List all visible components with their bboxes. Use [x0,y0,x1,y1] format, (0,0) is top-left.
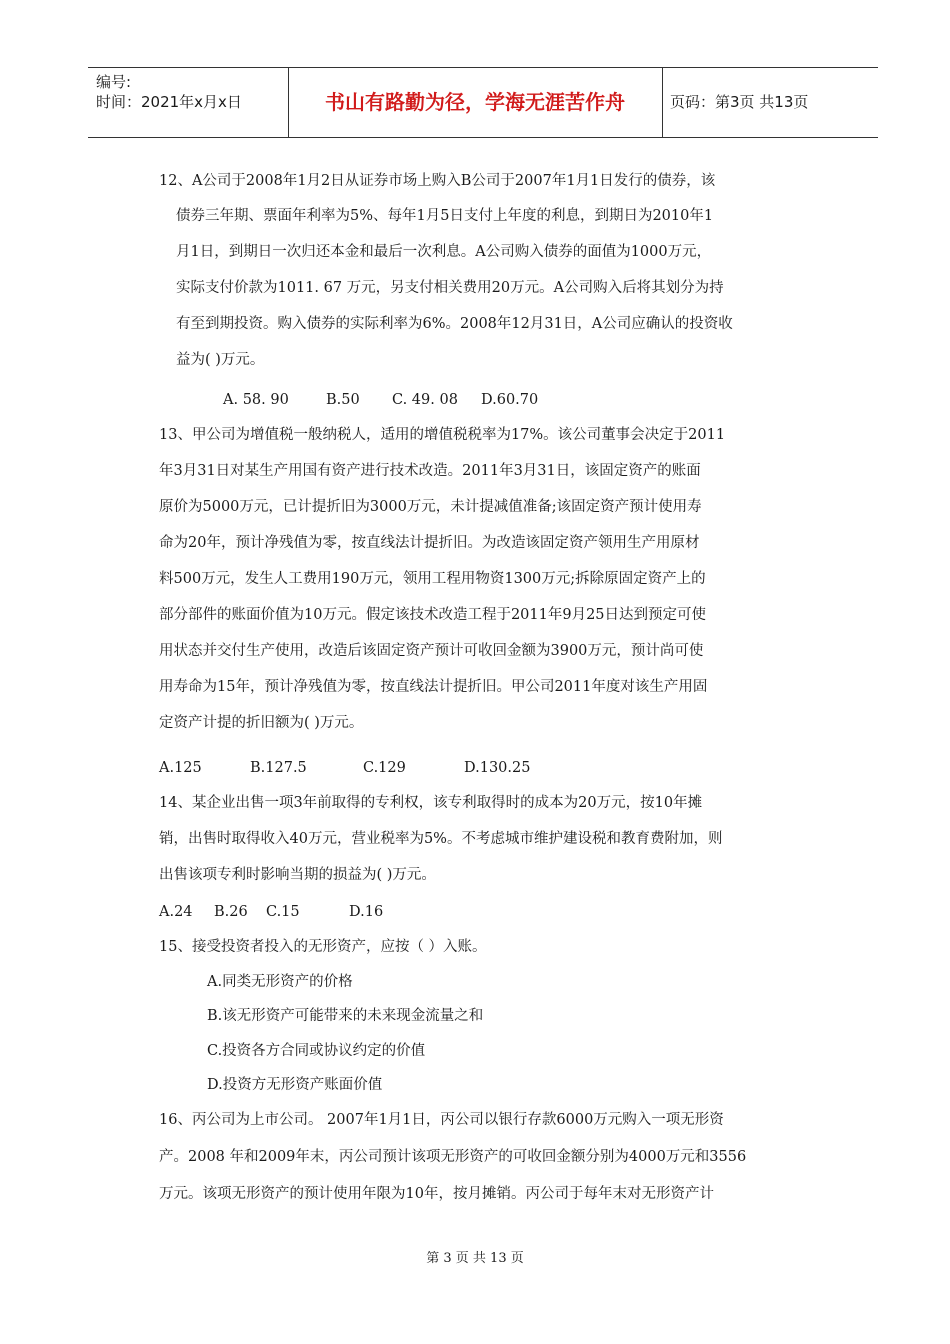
page-footer: 第 3 页 共 13 页 [426,1251,524,1266]
q12-line: 实际支付价款为1011. 67 万元，另支付相关费用20万元。A公司购入后将其划分为持 [176,280,724,296]
q13-line: 13、甲公司为增值税一般纳税人，适用的增值税税率为17%。该公司董事会决定于2011 [159,427,726,443]
q13-option-c: C.129 [363,760,406,776]
q12-line: 月1日，到期日一次归还本金和最后一次利息。A公司购入债券的面值为1000万元， [176,244,712,260]
q13-line: 原价为5000万元，已计提折旧为3000万元，未计提减值准备;该固定资产预计使用寿 [159,499,702,515]
q14-line: 销，出售时取得收入40万元，营业税率为5%。不考虑城市维护建设税和教育费附加，则 [159,831,723,847]
q12-line: 债券三年期、票面年利率为5%、每年1月5日支付上年度的利息，到期日为2010年1 [176,208,714,224]
q12-option-b: B.50 [326,392,360,408]
q13-line: 用寿命为15年，预计净残值为零，按直线法计提折旧。甲公司2011年度对该生产用固 [159,679,708,695]
q13-line: 年3月31日对某生产用国有资产进行技术改造。2011年3月31日，该固定资产的账面 [159,463,701,479]
header-motto: 书山有路勤为径，学海无涯苦作舟 [325,90,625,114]
q12-option-c: C. 49. 08 [392,392,458,408]
q12-option-a: A. 58. 90 [223,392,289,408]
q14-option-c: C.15 [266,904,300,920]
q14-option-d: D.16 [349,904,384,920]
q13-line: 用状态并交付生产使用，改造后该固定资产预计可收回金额为3900万元，预计尚可使 [159,643,704,659]
q13-line: 料500万元，发生人工费用190万元，领用工程用物资1300万元;拆除原固定资产上的 [159,571,706,587]
q14-option-a: A.24 [159,904,193,920]
q13-line: 定资产计提的折旧额为( )万元。 [159,715,364,731]
q12-line: 12、A公司于2008年1月2日从证券市场上购入B公司于2007年1月1日发行的债券，该 [159,173,716,189]
q16-line: 万元。该项无形资产的预计使用年限为10年，按月摊销。丙公司于每年末对无形资产计 [159,1186,714,1202]
page-header [88,67,878,138]
q13-line: 命为20年，预计净残值为零，按直线法计提折旧。为改造该固定资产领用生产用原材 [159,535,700,551]
header-page-label: 页码：第3页 共13页 [670,93,809,111]
q12-line: 有至到期投资。购入债券的实际利率为6%。2008年12月31日，A公司应确认的投资收 [176,316,733,332]
q16-line: 产。2008 年和2009年末，丙公司预计该项无形资产的可收回金额分别为4000万元和3556 [159,1149,747,1165]
q14-line: 14、某企业出售一项3年前取得的专利权，该专利取得时的成本为20万元，按10年摊 [159,795,703,811]
q13-line: 部分部件的账面价值为10万元。假定该技术改造工程于2011年9月25日达到预定可使 [159,607,707,623]
q14-option-b: B.26 [214,904,248,920]
q15-option-c: C.投资各方合同或协议约定的价值 [207,1043,426,1059]
number-label: 编号: [96,73,132,91]
q12-option-d: D.60.70 [481,392,539,408]
header-divider [662,68,663,137]
q13-option-a: A.125 [159,760,202,776]
q15-option-d: D.投资方无形资产账面价值 [207,1077,383,1093]
q15-option-b: B.该无形资产可能带来的未来现金流量之和 [207,1008,484,1024]
q15-option-a: A.同类无形资产的价格 [207,974,353,990]
q16-line: 16、丙公司为上市公司。 2007年1月1日，丙公司以银行存款6000万元购入一项无形资 [159,1112,724,1128]
header-meta [96,72,242,112]
q12-line: 益为( )万元。 [176,352,265,368]
q13-option-d: D.130.25 [464,760,531,776]
q14-line: 出售该项专利时影响当期的损益为( )万元。 [159,867,436,883]
time-label: 时间：2021年x月x日 [96,93,242,111]
q13-option-b: B.127.5 [250,760,307,776]
q15-line: 15、接受投资者投入的无形资产，应按（ ）入账。 [159,939,487,955]
